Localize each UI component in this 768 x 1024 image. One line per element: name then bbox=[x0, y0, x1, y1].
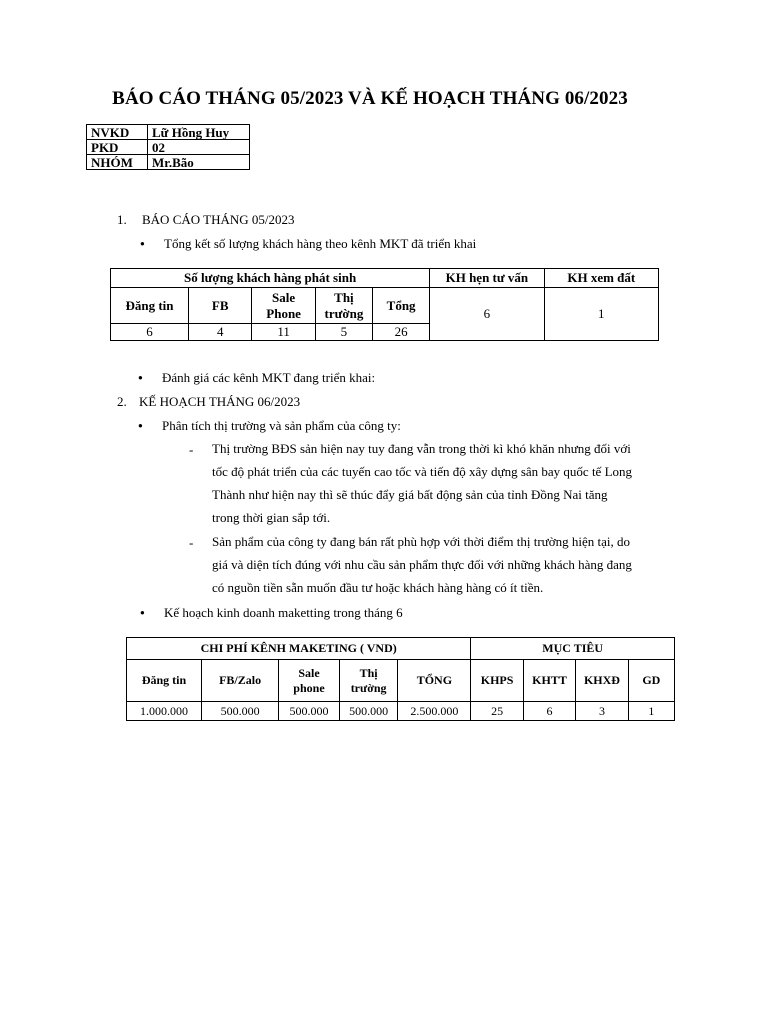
table-cell: 25 bbox=[471, 702, 523, 721]
table-header: Đăng tin bbox=[111, 288, 189, 324]
info-row bbox=[87, 125, 250, 140]
table-cell: 3 bbox=[576, 702, 628, 721]
dash-marker: - bbox=[189, 535, 194, 550]
table-cell: 5 bbox=[315, 324, 372, 341]
table-cell: 11 bbox=[252, 324, 315, 341]
table-header: FB bbox=[188, 288, 251, 324]
table-group-header-goals: MỤC TIÊU bbox=[471, 638, 675, 660]
section2-bullet-analysis: ● Phân tích thị trường và sản phẩm của công ty: bbox=[162, 418, 401, 434]
info-value: Lữ Hồng Huy bbox=[148, 125, 250, 140]
table-header: Tổng bbox=[373, 288, 430, 324]
paragraph-line: Thành như hiện nay thì sẽ thúc đẩy giá bất động sản của tỉnh Đồng Nai tăng bbox=[212, 487, 608, 502]
paragraph-line: Sản phẩm của công ty đang bán rất phù hợp với thời điểm thị trường hiện tại, do bbox=[212, 534, 630, 549]
section2-heading: KẾ HOẠCH THÁNG 06/2023 bbox=[139, 394, 301, 409]
employee-info-table bbox=[86, 124, 250, 170]
info-key: NHÓM bbox=[87, 155, 148, 170]
table-cell: 500.000 bbox=[279, 702, 340, 721]
table-cell: 500.000 bbox=[339, 702, 398, 721]
table-cell: 26 bbox=[373, 324, 430, 341]
table-cell: 2.500.000 bbox=[398, 702, 471, 721]
table-header: TỔNG bbox=[398, 660, 471, 702]
section1-bullet-summary: ● Tổng kết số lượng khách hàng theo kênh MKT đã triển khai bbox=[164, 236, 476, 252]
table-header: Thị trường bbox=[339, 660, 398, 702]
section2-number: 2. bbox=[117, 394, 127, 409]
table-header: Sale phone bbox=[279, 660, 340, 702]
table-cell: 500.000 bbox=[202, 702, 279, 721]
table-header: Thị trường bbox=[315, 288, 372, 324]
table-cell: 6 bbox=[111, 324, 189, 341]
paragraph-line: giá và diện tích đúng với nhu cầu sản phẩm thực đối với những khách hàng đang bbox=[212, 557, 632, 572]
table-group-header-cost: CHI PHÍ KÊNH MAKETING ( VND) bbox=[127, 638, 471, 660]
table-cell: 1 bbox=[628, 702, 674, 721]
product-analysis-paragraph bbox=[212, 530, 676, 599]
table-cell: 6 bbox=[523, 702, 575, 721]
table-group-header: Số lượng khách hàng phát sinh bbox=[111, 269, 430, 288]
table-header: KHXĐ bbox=[576, 660, 628, 702]
section1-bullet-evaluation: ● Đánh giá các kênh MKT đang triển khai: bbox=[162, 370, 375, 386]
table-header: KHTT bbox=[523, 660, 575, 702]
info-key: PKD bbox=[87, 140, 148, 155]
info-value: 02 bbox=[148, 140, 250, 155]
report-title: BÁO CÁO THÁNG 05/2023 VÀ KẾ HOẠCH THÁNG 06/2023 bbox=[112, 88, 628, 109]
paragraph-line: có nguồn tiền sẵn muốn đầu tư hoặc khách hàng hàng có ít tiền. bbox=[212, 580, 544, 595]
table-cell-appointments: 6 bbox=[430, 288, 544, 341]
market-analysis-paragraph bbox=[212, 437, 676, 529]
info-row bbox=[87, 155, 250, 170]
paragraph-line: tốc độ phát triển của các tuyến cao tốc và tiến độ xây dựng sân bay quốc tế Long bbox=[212, 464, 633, 479]
customer-count-table bbox=[110, 268, 659, 341]
paragraph-line: Thị trường BĐS sản hiện nay tuy đang vẫn trong thời kì khó khăn nhưng đối với bbox=[212, 441, 631, 456]
info-key: NVKD bbox=[87, 125, 148, 140]
table-cell: 1.000.000 bbox=[127, 702, 202, 721]
section1-number: 1. bbox=[117, 212, 127, 227]
dash-marker: - bbox=[189, 442, 194, 457]
table-cell-site-visits: 1 bbox=[544, 288, 658, 341]
table-header: KHPS bbox=[471, 660, 523, 702]
table-header: Sale Phone bbox=[252, 288, 315, 324]
info-value: Mr.Bão bbox=[148, 155, 250, 170]
table-header: Đăng tin bbox=[127, 660, 202, 702]
table-cell: 4 bbox=[188, 324, 251, 341]
table-header-appointments: KH hẹn tư vấn bbox=[430, 269, 544, 288]
table-header: FB/Zalo bbox=[202, 660, 279, 702]
table-header: GD bbox=[628, 660, 674, 702]
info-row bbox=[87, 140, 250, 155]
section2-bullet-plan: ● Kế hoạch kinh doanh maketting trong tháng 6 bbox=[164, 605, 403, 621]
table-header-site-visits: KH xem đất bbox=[544, 269, 658, 288]
paragraph-line: trong thời gian sắp tới. bbox=[212, 510, 331, 525]
section1-heading: BÁO CÁO THÁNG 05/2023 bbox=[142, 212, 295, 227]
marketing-plan-table bbox=[126, 637, 675, 721]
